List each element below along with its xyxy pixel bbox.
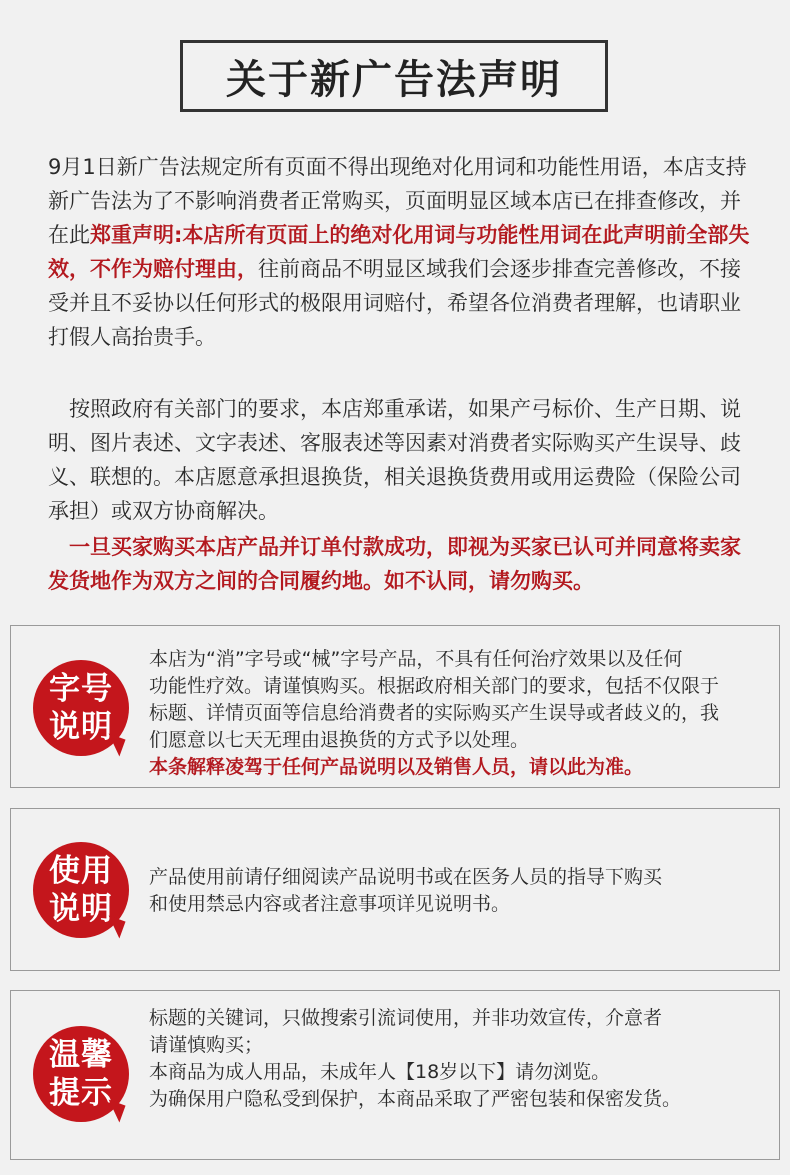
title-frame xyxy=(180,40,608,112)
intro-paragraph xyxy=(48,150,760,354)
badge-tips xyxy=(33,1026,129,1122)
card-usage-text xyxy=(149,864,765,918)
badge-license-line1: 字号 xyxy=(49,671,113,707)
commitment-text: 按照政府有关部门的要求，本店郑重承诺，如果产弓标价、生产日期、说明、图片表述、文字表述、客服表述等因素对消费者实际购买产生误导、歧义、联想的。本店愿意承担退换货，相关退换货费用或用运费险（保险公司承担）或双方协商解决。 xyxy=(48,397,741,523)
badge-license xyxy=(33,660,129,756)
card-line: 标题的关键词，只做搜索引流词使用，并非功效宣传，介意者 xyxy=(149,1007,663,1029)
card-line: 本商品为成人用品，未成年人【18岁以下】请勿浏览。 xyxy=(149,1061,611,1083)
card-line: 标题、详情页面等信息给消费者的实际购买产生误导或者歧义的，我 xyxy=(149,702,720,724)
notice-card-license xyxy=(10,625,780,788)
card-line: 功能性疗效。请谨慎购买。根据政府相关部门的要求，包括不仅限于 xyxy=(149,675,720,697)
badge-license-line2: 说明 xyxy=(49,709,113,745)
commitment-paragraph xyxy=(48,392,760,528)
card-line: 为确保用户隐私受到保护，本商品采取了严密包装和保密发货。 xyxy=(149,1088,682,1110)
card-line: 本店为“消”字号或“械”字号产品，不具有任何治疗效果以及任何 xyxy=(149,648,683,670)
intro-text-part1: 9月1日新广告法规定所有页面不得出现绝对化用词和功能性用语，本店支持新广告法为了不影响消费者正常购买，页面明显区域本店已在排查修改，并在此 xyxy=(48,155,747,247)
card-line: 请谨慎购买； xyxy=(149,1034,264,1056)
card-tips-text xyxy=(149,1005,765,1113)
card-line: 们愿意以七天无理由退换货的方式予以处理。 xyxy=(149,729,530,751)
warning-paragraph xyxy=(48,530,760,598)
badge-tips-line2: 提示 xyxy=(49,1075,113,1111)
card-highlight-line: 本条解释凌驾于任何产品说明以及销售人员，请以此为准。 xyxy=(149,756,644,778)
page-title: 关于新广告法声明 xyxy=(226,56,562,103)
card-line: 和使用禁忌内容或者注意事项详见说明书。 xyxy=(149,893,511,915)
notice-card-tips xyxy=(10,990,780,1160)
badge-tips-line1: 温馨 xyxy=(49,1037,113,1073)
intro-text-part2: 往前商品不明显区域我们会逐步排查完善修改，不接受并且不妥协以任何形式的极限用词赔付，希望各位消费者理解，也请职业打假人高抬贵手。 xyxy=(48,257,741,349)
badge-usage xyxy=(33,842,129,938)
warning-text: 一旦买家购买本店产品并订单付款成功，即视为买家已认可并同意将卖家发货地作为双方之间的合同履约地。如不认同，请勿购买。 xyxy=(48,535,741,593)
badge-usage-line1: 使用 xyxy=(49,853,113,889)
notice-card-usage xyxy=(10,808,780,971)
intro-highlight: 郑重声明:本店所有页面上的绝对化用词与功能性用词在此声明前全部失效，不作为赔付理由， xyxy=(48,223,750,281)
badge-usage-line2: 说明 xyxy=(49,891,113,927)
card-line: 产品使用前请仔细阅读产品说明书或在医务人员的指导下购买 xyxy=(149,866,663,888)
card-license-text xyxy=(149,646,765,781)
